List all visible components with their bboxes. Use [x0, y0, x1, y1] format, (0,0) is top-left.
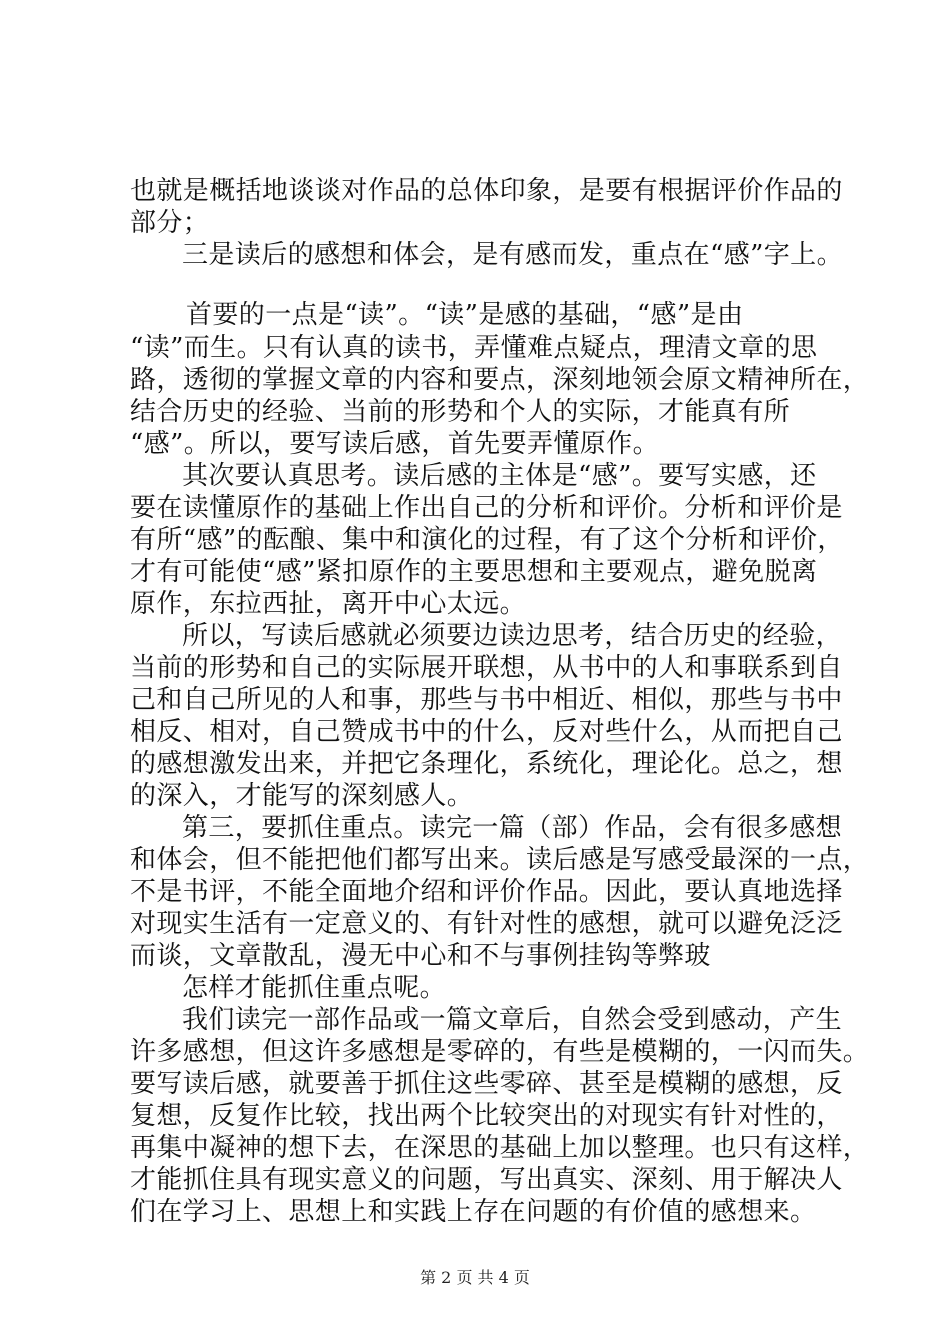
text-line: “读”而生。只有认真的读书，弄懂难点疑点，理清文章的思: [130, 333, 818, 363]
text-line: 我们读完一部作品或一篇文章后，自然会受到感动，产生: [182, 1005, 843, 1035]
text-line: 有所“感”的酝酿、集中和演化的过程，有了这个分析和评价，: [130, 525, 844, 555]
text-line: “感”。所以，要写读后感，首先要弄懂原作。: [130, 429, 659, 459]
text-line: 复想，反复作比较，找出两个比较突出的对现实有针对性的，: [130, 1101, 843, 1131]
text-line: 原作，东拉西扯，离开中心太远。: [130, 589, 527, 619]
text-line: 才能抓住具有现实意义的问题，写出真实、深刻、用于解决人: [130, 1165, 843, 1195]
text-line: 和体会，但不能把他们都写出来。读后感是写感受最深的一点，: [130, 845, 870, 875]
text-line: 而谈，文章散乱，漫无中心和不与事例挂钩等弊玻: [130, 941, 711, 971]
text-line: 才有可能使“感”紧扣原作的主要思想和主要观点，避免脱离: [130, 557, 818, 587]
text-line: 对现实生活有一定意义的、有针对性的感想，就可以避免泛泛: [130, 909, 843, 939]
text-line: 其次要认真思考。读后感的主体是“感”。要写实感，还: [182, 461, 817, 491]
text-line: 路，透彻的掌握文章的内容和要点，深刻地领会原文精神所在，: [130, 365, 870, 395]
text-line: 要写读后感，就要善于抓住这些零碎、甚至是模糊的感想，反: [130, 1069, 843, 1099]
page-number: 第 2 页 共 4 页: [420, 1268, 530, 1287]
text-line: 部分；: [130, 208, 210, 238]
text-line: 的深入，才能写的深刻感人。: [130, 781, 474, 811]
text-line: 当前的形势和自己的实际展开联想，从书中的人和事联系到自: [130, 653, 843, 683]
text-line: 己和自己所见的人和事，那些与书中相近、相似，那些与书中: [130, 685, 843, 715]
text-line: 首要的一点是“读”。“读”是感的基础，“感”是由: [186, 300, 744, 330]
text-line: 也就是概括地谈谈对作品的总体印象，是要有根据评价作品的: [130, 176, 843, 206]
text-line: 相反、相对，自己赞成书中的什么，反对些什么，从而把自己: [130, 717, 843, 747]
text-line: 要在读懂原作的基础上作出自己的分析和评价。分析和评价是: [130, 493, 843, 523]
text-line: 再集中凝神的想下去，在深思的基础上加以整理。也只有这样，: [130, 1133, 870, 1163]
text-line: 第三，要抓住重点。读完一篇（部）作品，会有很多感想: [182, 813, 843, 843]
text-line: 许多感想，但这许多感想是零碎的，有些是模糊的，一闪而失。: [130, 1037, 870, 1067]
text-line: 不是书评，不能全面地介绍和评价作品。因此，要认真地选择: [130, 877, 843, 907]
text-line: 三是读后的感想和体会，是有感而发，重点在“感”字上。: [182, 240, 843, 270]
text-line: 的感想激发出来，并把它条理化，系统化，理论化。总之，想: [130, 749, 843, 779]
text-line: 们在学习上、思想上和实践上存在问题的有价值的感想来。: [130, 1197, 817, 1227]
text-line: 结合历史的经验、当前的形势和个人的实际，才能真有所: [130, 397, 791, 427]
text-line: 所以，写读后感就必须要边读边思考，结合历史的经验，: [182, 621, 843, 651]
text-line: 怎样才能抓住重点呢。: [182, 973, 447, 1003]
